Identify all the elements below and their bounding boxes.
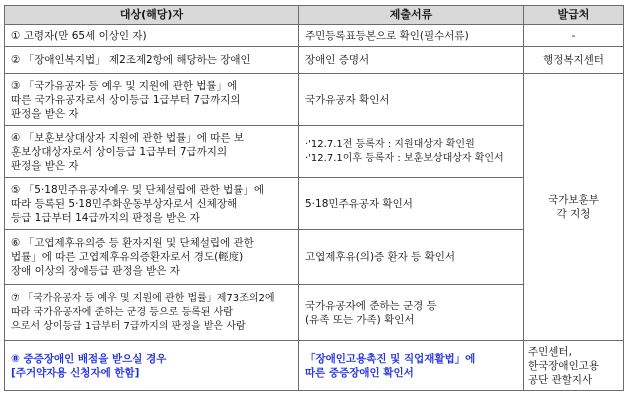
documents-text: ·'12.7.1이후 등록자 : 보훈보상대상자 확인서 (305, 152, 504, 164)
target-text: ⑥ 「고엽제후유의증 등 환자지원 및 단체설립에 관한 (11, 237, 254, 249)
documents-cell (299, 25, 524, 47)
documents-text: 국가유공자 확인서 (305, 93, 390, 106)
issuer-cell (524, 47, 624, 74)
issuer-text: 한국장애인고용 (528, 359, 600, 372)
target-cell (5, 74, 299, 126)
target-text: ① 고령자(만 65세 이상인 자) (11, 29, 147, 42)
header-target: 대상(해당)자 (5, 6, 299, 25)
target-cell (5, 178, 299, 230)
issuer-text: 각 지청 (556, 208, 591, 220)
target-cell (5, 230, 299, 285)
target-text: [주거약자용 신청자에 한함] (11, 366, 140, 379)
target-cell (5, 25, 299, 47)
issuer-text: 주민센터, (528, 345, 572, 358)
issuer-text: 국가보훈부 (548, 194, 599, 206)
issuer-cell (524, 341, 624, 391)
issuer-text: 행정복지센터 (543, 54, 604, 66)
header-documents: 제출서류 (299, 6, 524, 25)
documents-text: 「장애인고용촉진 및 직업재활법」에 (305, 352, 476, 365)
documents-text: 장애인 증명서 (305, 54, 370, 66)
documents-cell (299, 230, 524, 285)
target-text: ② 「장애인복지법」 제2조제2항에 해당하는 장애인 (11, 54, 251, 66)
document-requirements-table (4, 5, 624, 391)
target-text: ⑧ 중증장애인 배점을 받으실 경우 (11, 352, 167, 365)
issuer-cell (524, 25, 624, 47)
documents-cell (299, 126, 524, 178)
documents-text: 국가유공자에 준하는 군경 등 (305, 299, 437, 312)
target-text: ⑤ 「5·18민주유공자예우 및 단체설립에 관한 법률」에 (11, 183, 265, 196)
header-issuer: 발급처 (524, 6, 624, 25)
documents-text: ·'12.7.1전 등록자 : 지원대상자 확인원 (305, 138, 475, 150)
target-text: 따라 등록된 5·18민주화운동부상자로서 신체장해 (11, 197, 238, 210)
target-text: 법률」에 따른 고엽제후유의증환자로서 경도(輕度) (11, 251, 244, 263)
target-text: 판정을 받은 자 (11, 159, 79, 172)
target-text: 장애 이상의 장애등급 판정을 받은 자 (11, 265, 180, 277)
documents-text: (유족 또는 가족) 확인서 (305, 313, 415, 326)
documents-text: 5·18민주유공자 확인서 (305, 197, 413, 210)
documents-text: 고엽제후유(의)증 환자 등 확인서 (305, 251, 456, 263)
table-row (5, 341, 624, 391)
documents-cell (299, 47, 524, 74)
table-header-row (5, 6, 624, 25)
target-cell (5, 341, 299, 391)
target-text: ④ 「보훈보상대상자 지원에 관한 법률」에 따른 보 (11, 131, 245, 144)
table-row (5, 25, 624, 47)
target-text: 훈보상대상자로서 상이등급 1급부터 7급까지의 (11, 145, 228, 158)
target-text: 으로서 상이등급 1급부터 7급까지의 판정을 받은 사람 (11, 320, 246, 332)
target-text: ⑦ 「국가유공자 등 예우 및 지원에 관한 법률」제73조의2에 (11, 292, 275, 304)
documents-cell (299, 285, 524, 341)
documents-cell (299, 74, 524, 126)
issuer-cell-merged (524, 74, 624, 341)
documents-text: 주민등록표등본으로 확인(필수서류) (305, 29, 469, 42)
issuer-text: - (571, 29, 576, 42)
issuer-text: 공단 관할지사 (528, 373, 593, 386)
documents-cell (299, 178, 524, 230)
target-text: 등급 1급부터 14급까지의 판정을 받은 자 (11, 211, 200, 224)
documents-text: 따른 중증장애인 확인서 (305, 366, 414, 379)
target-text: 판정을 받은 자 (11, 107, 79, 120)
target-cell (5, 47, 299, 74)
target-cell (5, 126, 299, 178)
target-text: 따른 국가유공자로서 상이등급 1급부터 7급까지의 (11, 93, 241, 106)
target-text: 따라 국가유공자에 준하는 군경 등으로 등록된 사람 (11, 306, 233, 318)
target-cell (5, 285, 299, 341)
documents-cell (299, 341, 524, 391)
target-text: ③ 「국가유공자 등 예우 및 지원에 관한 법률」에 (11, 79, 238, 92)
table-row (5, 74, 624, 126)
table-row (5, 47, 624, 74)
